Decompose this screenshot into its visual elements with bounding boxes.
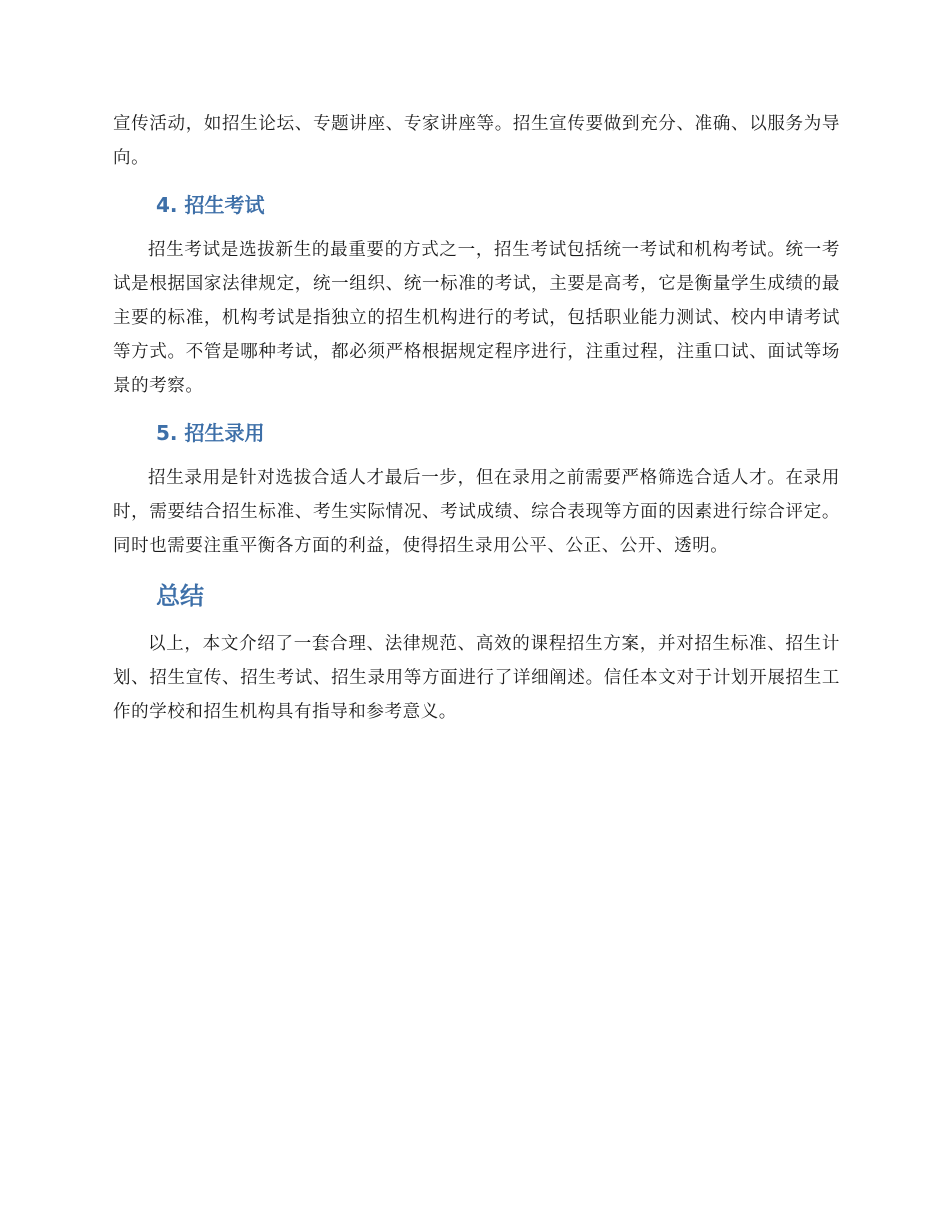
section-4-paragraph: 招生考试是选拔新生的最重要的方式之一，招生考试包括统一考试和机构考试。统一考试是根据国家法律规定，统一组织、统一标准的考试，主要是高考，它是衡量学生成绩的最主要的标准，机构考试是指独立的招生机构进行的考试，包括职业能力测试、校内申请考试等方式。不管是哪种考试，都必须严格根据规定程序进行，注重过程，注重口试、面试等场景的考察。 (113, 240, 840, 396)
section-5-heading: 5. 招生录用 (156, 421, 265, 445)
continuation-paragraph: 宣传活动，如招生论坛、专题讲座、专家讲座等。招生宣传要做到充分、准确、以服务为导向。 (113, 114, 840, 168)
summary-heading: 总结 (156, 582, 204, 610)
section-5-paragraph: 招生录用是针对选拔合适人才最后一步，但在录用之前需要严格筛选合适人才。在录用时，需要结合招生标准、考生实际情况、考试成绩、综合表现等方面的因素进行综合评定。同时也需要注重平衡各方面的利益，使得招生录用公平、公正、公开、透明。 (113, 468, 840, 556)
document-page (113, 107, 840, 729)
summary-paragraph: 以上，本文介绍了一套合理、法律规范、高效的课程招生方案，并对招生标准、招生计划、招生宣传、招生考试、招生录用等方面进行了详细阐述。信任本文对于计划开展招生工作的学校和招生机构具有指导和参考意义。 (113, 634, 840, 722)
section-4-heading: 4. 招生考试 (156, 193, 265, 217)
